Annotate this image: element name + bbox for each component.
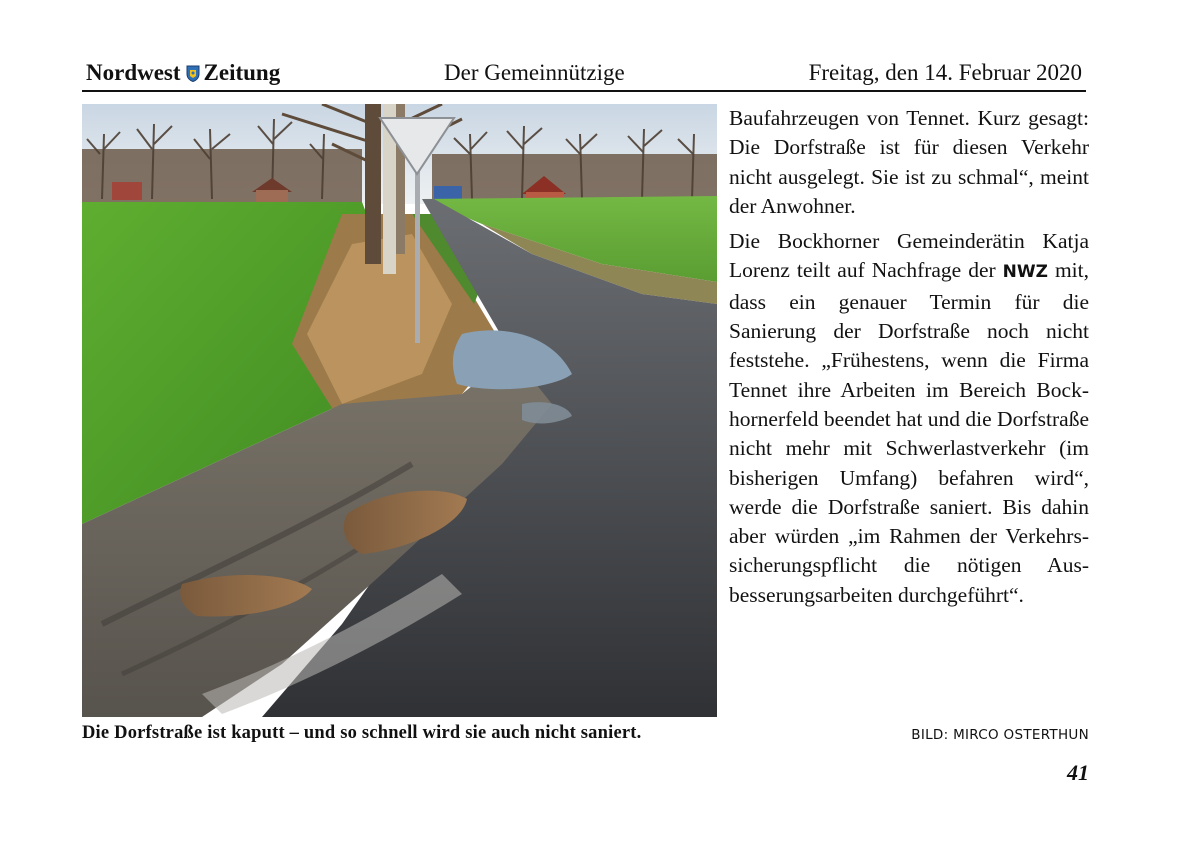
issue-date: Freitag, den 14. Februar 2020 bbox=[808, 60, 1082, 85]
photo-credit: BILD: MIRCO OSTERTHUN bbox=[911, 727, 1089, 743]
article-photo bbox=[82, 104, 717, 717]
road-photo-illustration bbox=[82, 104, 717, 717]
section-title: Der Gemeinnützige bbox=[444, 60, 625, 85]
header-rule bbox=[82, 90, 1086, 92]
article-paragraph-1: Baufahrzeugen von Tennet. Kurz gesagt: Die Dorfstraße ist für diesen Verkehr nicht ausgelegt. Sie ist zu schmal“, meint der Anwohner. bbox=[729, 106, 1089, 218]
masthead bbox=[82, 58, 1086, 92]
newspaper-name bbox=[86, 60, 280, 86]
newspaper-name-part1: Nordwest bbox=[86, 60, 181, 85]
article-paragraph-2-start: Die Bockhorner Gemeinderätin Katja Lorenz teilt auf Nachfrage der bbox=[729, 229, 1089, 283]
page-number: 41 bbox=[1067, 760, 1089, 785]
nwz-logotype: NWZ bbox=[1002, 262, 1048, 283]
photo-caption: Die Dorfstraße ist kaputt – und so schnell wird sie auch nicht saniert. bbox=[82, 723, 642, 743]
article-text bbox=[729, 104, 1089, 616]
article-paragraph-2-rest: mit, dass ein genauer Termin für die Sanierung der Dorfstraße noch nicht feststehe. „Frühestens, wenn die Firma Tennet ihre Arbeiten im Bereich Bockhornerfeld beendet hat und die Dorfstraße nicht mehr mit Schwerlastverkehr (im bisherigen Umfang) befahren wird“, werde die Dorfstraße saniert. Bis dahin aber würden „im Rahmen der Verkehrssicherungspflicht die nötigen Ausbesserungsarbeiten durchgeführt“. bbox=[729, 258, 1089, 607]
article-paragraph-2 bbox=[729, 227, 1089, 610]
crest-logo-icon bbox=[186, 65, 200, 82]
newspaper-name-part2: Zeitung bbox=[203, 60, 281, 85]
